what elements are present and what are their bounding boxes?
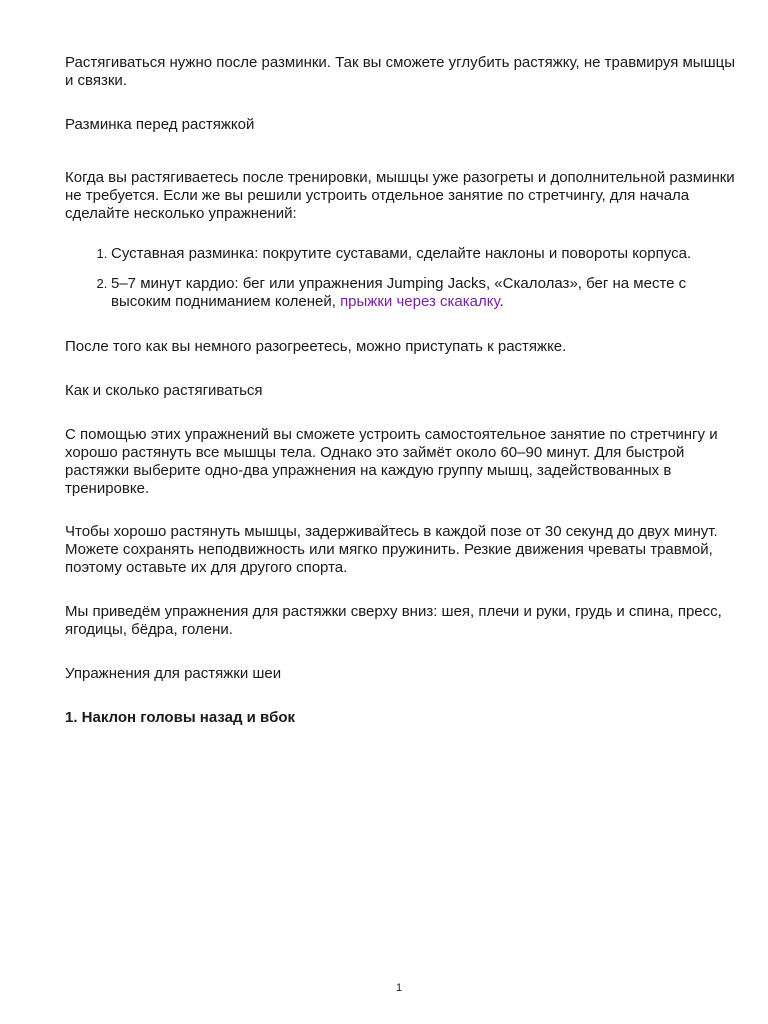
list-item-text: 5–7 минут кардио: бег или упражнения Jumping Jacks, «Скалолаз», бег на месте с высоким подниманием коленей,: [111, 275, 687, 310]
paragraph-how: С помощью этих упражнений вы сможете устроить самостоятельное занятие по стретчингу и хорошо растянуть все мышцы тела. Однако это займёт около 60–90 минут. Для быстрой растяжки выберите одно-два упражнения на каждую группу мышц, задействованных в тренировке.: [65, 426, 718, 497]
heading-exercise-1: 1. Наклон головы назад и вбок: [65, 709, 296, 726]
paragraph-warmup: Когда вы растягиваетесь после тренировки, мышцы уже разогреты и дополнительной разминки не требуется. Если же вы решили устроить отдельное занятие по стретчингу, для начала сделайте несколько упражнений:: [65, 169, 735, 222]
paragraph-hold: Чтобы хорошо растянуть мышцы, задерживайтесь в каждой позе от 30 секунд до двух минут. Можете сохранять неподвижность или мягко пружинить. Резкие движения чреваты травмой, поэтому оставьте их для другого спорта.: [65, 523, 718, 576]
heading-warmup: Разминка перед растяжкой: [65, 116, 255, 133]
heading-how: Как и сколько растягиваться: [65, 382, 263, 399]
jump-rope-link[interactable]: прыжки через скакалку: [340, 293, 500, 310]
list-item-text: Суставная разминка: покрутите суставами, сделайте наклоны и повороты корпуса.: [111, 245, 692, 262]
document-page: [65, 54, 735, 727]
paragraph-after-warmup: После того как вы немного разогреетесь, можно приступать к растяжке.: [65, 338, 567, 355]
heading-neck: Упражнения для растяжки шеи: [65, 665, 282, 682]
page-number: 1: [395, 982, 403, 994]
warmup-list: [65, 245, 735, 311]
list-item: [111, 275, 735, 311]
paragraph-order: Мы приведём упражнения для растяжки сверху вниз: шея, плечи и руки, грудь и спина, пресс, ягодицы, бёдра, голени.: [65, 603, 722, 638]
paragraph-intro: Растягиваться нужно после разминки. Так вы сможете углубить растяжку, не травмируя мышцы и связки.: [65, 54, 735, 89]
list-item: [111, 245, 735, 263]
list-item-tail: .: [499, 293, 504, 310]
